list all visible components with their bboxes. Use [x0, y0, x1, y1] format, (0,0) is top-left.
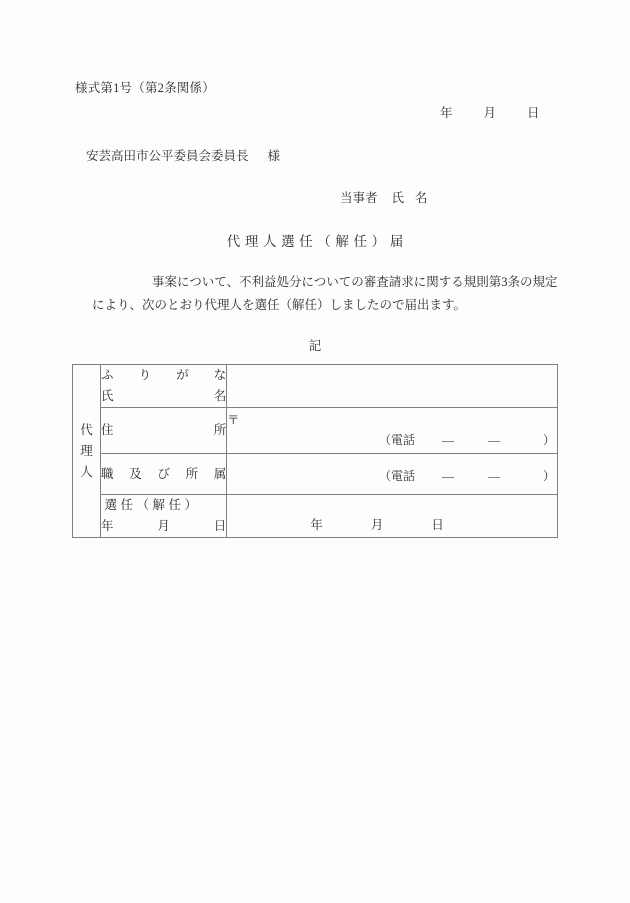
addressee-line	[86, 146, 280, 164]
table-row	[73, 495, 558, 538]
telephone-open-paren: （電話	[378, 433, 415, 447]
body-line-1: 事案について、不利益処分についての審査請求に関する規則第3条の規定	[152, 275, 558, 289]
telephone-dash-2: ―	[487, 433, 500, 447]
ki-marker: 記	[308, 339, 322, 353]
party-name-label-1: 氏	[391, 191, 405, 205]
table-row	[73, 454, 558, 495]
label-cell-position	[101, 454, 227, 495]
party-label: 当事者	[340, 191, 378, 205]
vertical-char-1: 代	[80, 422, 93, 437]
value-cell-position[interactable]	[227, 454, 558, 495]
telephone-dash-2: ―	[487, 469, 500, 483]
body-paragraph	[92, 271, 558, 317]
telephone-dash-1: ―	[441, 433, 454, 447]
label-cell-appointment-date	[101, 495, 227, 538]
telephone-open-paren: （電話	[378, 469, 415, 483]
telephone-close-paren: ）	[542, 469, 555, 483]
vertical-char-2: 理	[80, 443, 93, 458]
table-row	[73, 365, 558, 408]
telephone-field-address[interactable]	[227, 432, 557, 448]
label-cell-name	[101, 365, 227, 408]
date-day-label: 日	[527, 106, 540, 120]
addressee-office: 安芸高田市公平委員会委員長	[86, 149, 249, 163]
label-shoku-oyobi-shozoku: 職及び所属	[101, 466, 227, 481]
addressee-honorific: 様	[267, 149, 281, 163]
party-name-line	[340, 188, 428, 206]
label-jusho: 住所	[101, 423, 227, 437]
appointment-day-label: 日	[431, 517, 444, 532]
telephone-close-paren: ）	[542, 433, 555, 447]
value-cell-appointment-date[interactable]	[227, 495, 558, 538]
date-year-label: 年	[440, 106, 453, 120]
body-line-2: により、次のとおり代理人を選任（解任）しましたので届出ます。	[92, 298, 467, 312]
label-furigana: ふりがな	[101, 368, 227, 382]
form-number: 様式第1号（第2条関係）	[75, 81, 215, 95]
date-month-label: 月	[483, 106, 497, 120]
agent-details-table	[72, 364, 558, 538]
vertical-char-3: 人	[80, 464, 93, 479]
value-cell-address[interactable]	[227, 408, 558, 454]
table-row	[73, 408, 558, 454]
telephone-dash-1: ―	[441, 469, 454, 483]
label-senin-kainin: 選任（解任）	[104, 498, 201, 512]
label-shimei: 氏名	[101, 389, 227, 403]
appointment-year-label: 年	[310, 517, 323, 532]
appointment-month-label: 月	[370, 517, 384, 532]
label-nen-getsu-nichi: 年 月 日	[101, 519, 227, 533]
label-cell-address	[101, 408, 227, 454]
page-title: 代理人選任（解任）届	[226, 234, 408, 249]
value-cell-name[interactable]	[227, 365, 558, 408]
postal-code-symbol: 〒	[227, 413, 240, 427]
vertical-header-agent	[73, 365, 101, 538]
party-name-label-2: 名	[415, 191, 428, 205]
appointment-date-field[interactable]	[227, 500, 557, 533]
telephone-field-position[interactable]	[227, 468, 557, 484]
date-line	[440, 103, 540, 121]
